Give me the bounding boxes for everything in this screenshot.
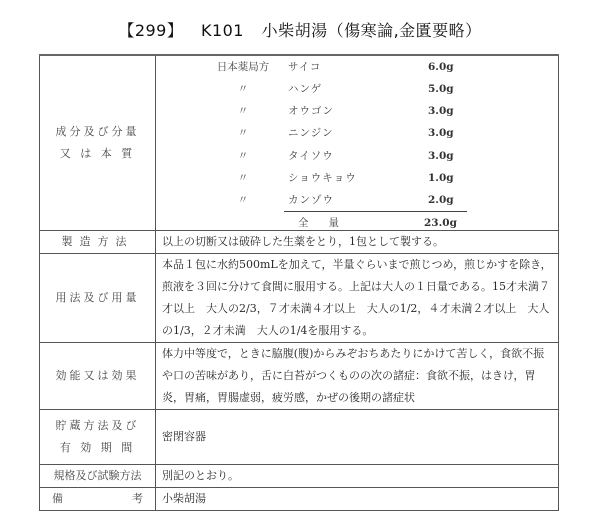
label-effect: 効能又は効果 xyxy=(40,343,156,410)
ingredient-amount: 3.0g xyxy=(428,127,454,139)
ingredient-name: サイコ xyxy=(288,61,322,73)
ingredient-name: ショウキョウ xyxy=(288,172,357,184)
ingredient-amount: 2.0g xyxy=(428,194,454,206)
label-remarks-b: 考 xyxy=(132,492,143,505)
label-remarks xyxy=(40,488,156,511)
title-name: 小柴胡湯（傷寒論,金匱要略） xyxy=(261,21,482,40)
row-storage xyxy=(40,410,559,465)
manufacturing-content: 以上の切断又は破砕した生薬をとり，1包として製する。 xyxy=(156,231,559,254)
usage-content: 本品１包に水約500mLを加えて，半量ぐらいまで煎じつめ，煎じかすを除き，煎液を３回に分けて食間に服用する。上記は大人の１日量である。15才未満７才以上 大人の2/3，７才未満４才以上 大人の1/2，４才未満２才以上 大人の1/3，２才未満 大人の1/4を服用する。 xyxy=(156,254,559,343)
spec-content: 別記のとおり。 xyxy=(156,465,559,488)
remarks-content: 小柴胡湯 xyxy=(156,488,559,511)
label-storage-line2: 有 効 期 間 xyxy=(59,441,136,454)
label-remarks-a: 備 xyxy=(52,492,63,505)
label-storage-line1: 貯蔵方法及び xyxy=(55,419,140,432)
storage-content: 密閉容器 xyxy=(156,410,559,465)
ingredient-name: カンゾウ xyxy=(288,194,334,206)
row-ingredients xyxy=(40,55,559,231)
ingredient-name: オウゴン xyxy=(288,105,334,117)
row-usage xyxy=(40,254,559,343)
row-effect xyxy=(40,343,559,410)
ingredient-name: ハンゲ xyxy=(288,83,323,95)
row-manufacturing xyxy=(40,231,559,254)
ingredient-total-row xyxy=(156,213,558,233)
label-ingredients-line1: 成分及び分量 xyxy=(55,125,140,138)
ingredient-amount: 3.0g xyxy=(428,150,454,162)
row-spec xyxy=(40,465,559,488)
ingredient-source: 〃 xyxy=(237,83,249,95)
total-label xyxy=(298,213,339,233)
label-manufacturing: 製造方法 xyxy=(40,231,156,254)
label-usage: 用法及び用量 xyxy=(40,254,156,343)
ingredient-amount: 5.0g xyxy=(428,83,454,95)
label-ingredients xyxy=(40,55,156,231)
label-ingredients-line2: 又 は 本 質 xyxy=(59,147,136,160)
ingredient-row xyxy=(156,101,558,121)
title-number: 【299】 xyxy=(118,21,184,40)
ingredient-source: 日本薬局方 xyxy=(216,61,270,73)
ingredient-source: 〃 xyxy=(237,194,249,206)
ingredient-row xyxy=(156,79,558,99)
ingredient-name: ニンジン xyxy=(288,127,334,139)
ingredient-name: タイソウ xyxy=(288,150,334,162)
total-amount: 23.0g xyxy=(424,217,457,229)
ingredient-source: 〃 xyxy=(237,127,249,139)
total-divider xyxy=(284,211,467,212)
total-label-a: 全 xyxy=(298,217,309,229)
page-title xyxy=(0,18,600,41)
ingredient-row xyxy=(156,146,558,166)
ingredient-row xyxy=(156,123,558,143)
row-remarks xyxy=(40,488,559,511)
monograph-table xyxy=(39,54,559,511)
ingredient-source: 〃 xyxy=(237,172,249,184)
ingredient-list xyxy=(156,56,558,230)
ingredient-source: 〃 xyxy=(237,150,249,162)
label-spec: 規格及び試験方法 xyxy=(40,465,156,488)
ingredient-row xyxy=(156,190,558,210)
label-storage xyxy=(40,410,156,465)
effect-content: 体力中等度で，ときに脇腹(腹)からみぞおちあたりにかけて苦しく，食欲不振や口の苦味があり，舌に白苔がつくものの次の諸症：食欲不振，はきけ，胃炎，胃痛，胃腸虚弱，疲労感，かぜの後期の諸症状 xyxy=(156,343,559,410)
total-label-b: 量 xyxy=(328,217,339,229)
ingredient-row xyxy=(156,57,558,77)
ingredients-cell xyxy=(156,55,559,231)
ingredient-source: 〃 xyxy=(237,105,249,117)
ingredient-amount: 3.0g xyxy=(428,105,454,117)
title-code: K101 xyxy=(200,21,244,40)
ingredient-amount: 6.0g xyxy=(428,61,454,73)
ingredient-row xyxy=(156,168,558,188)
ingredient-amount: 1.0g xyxy=(428,172,454,184)
